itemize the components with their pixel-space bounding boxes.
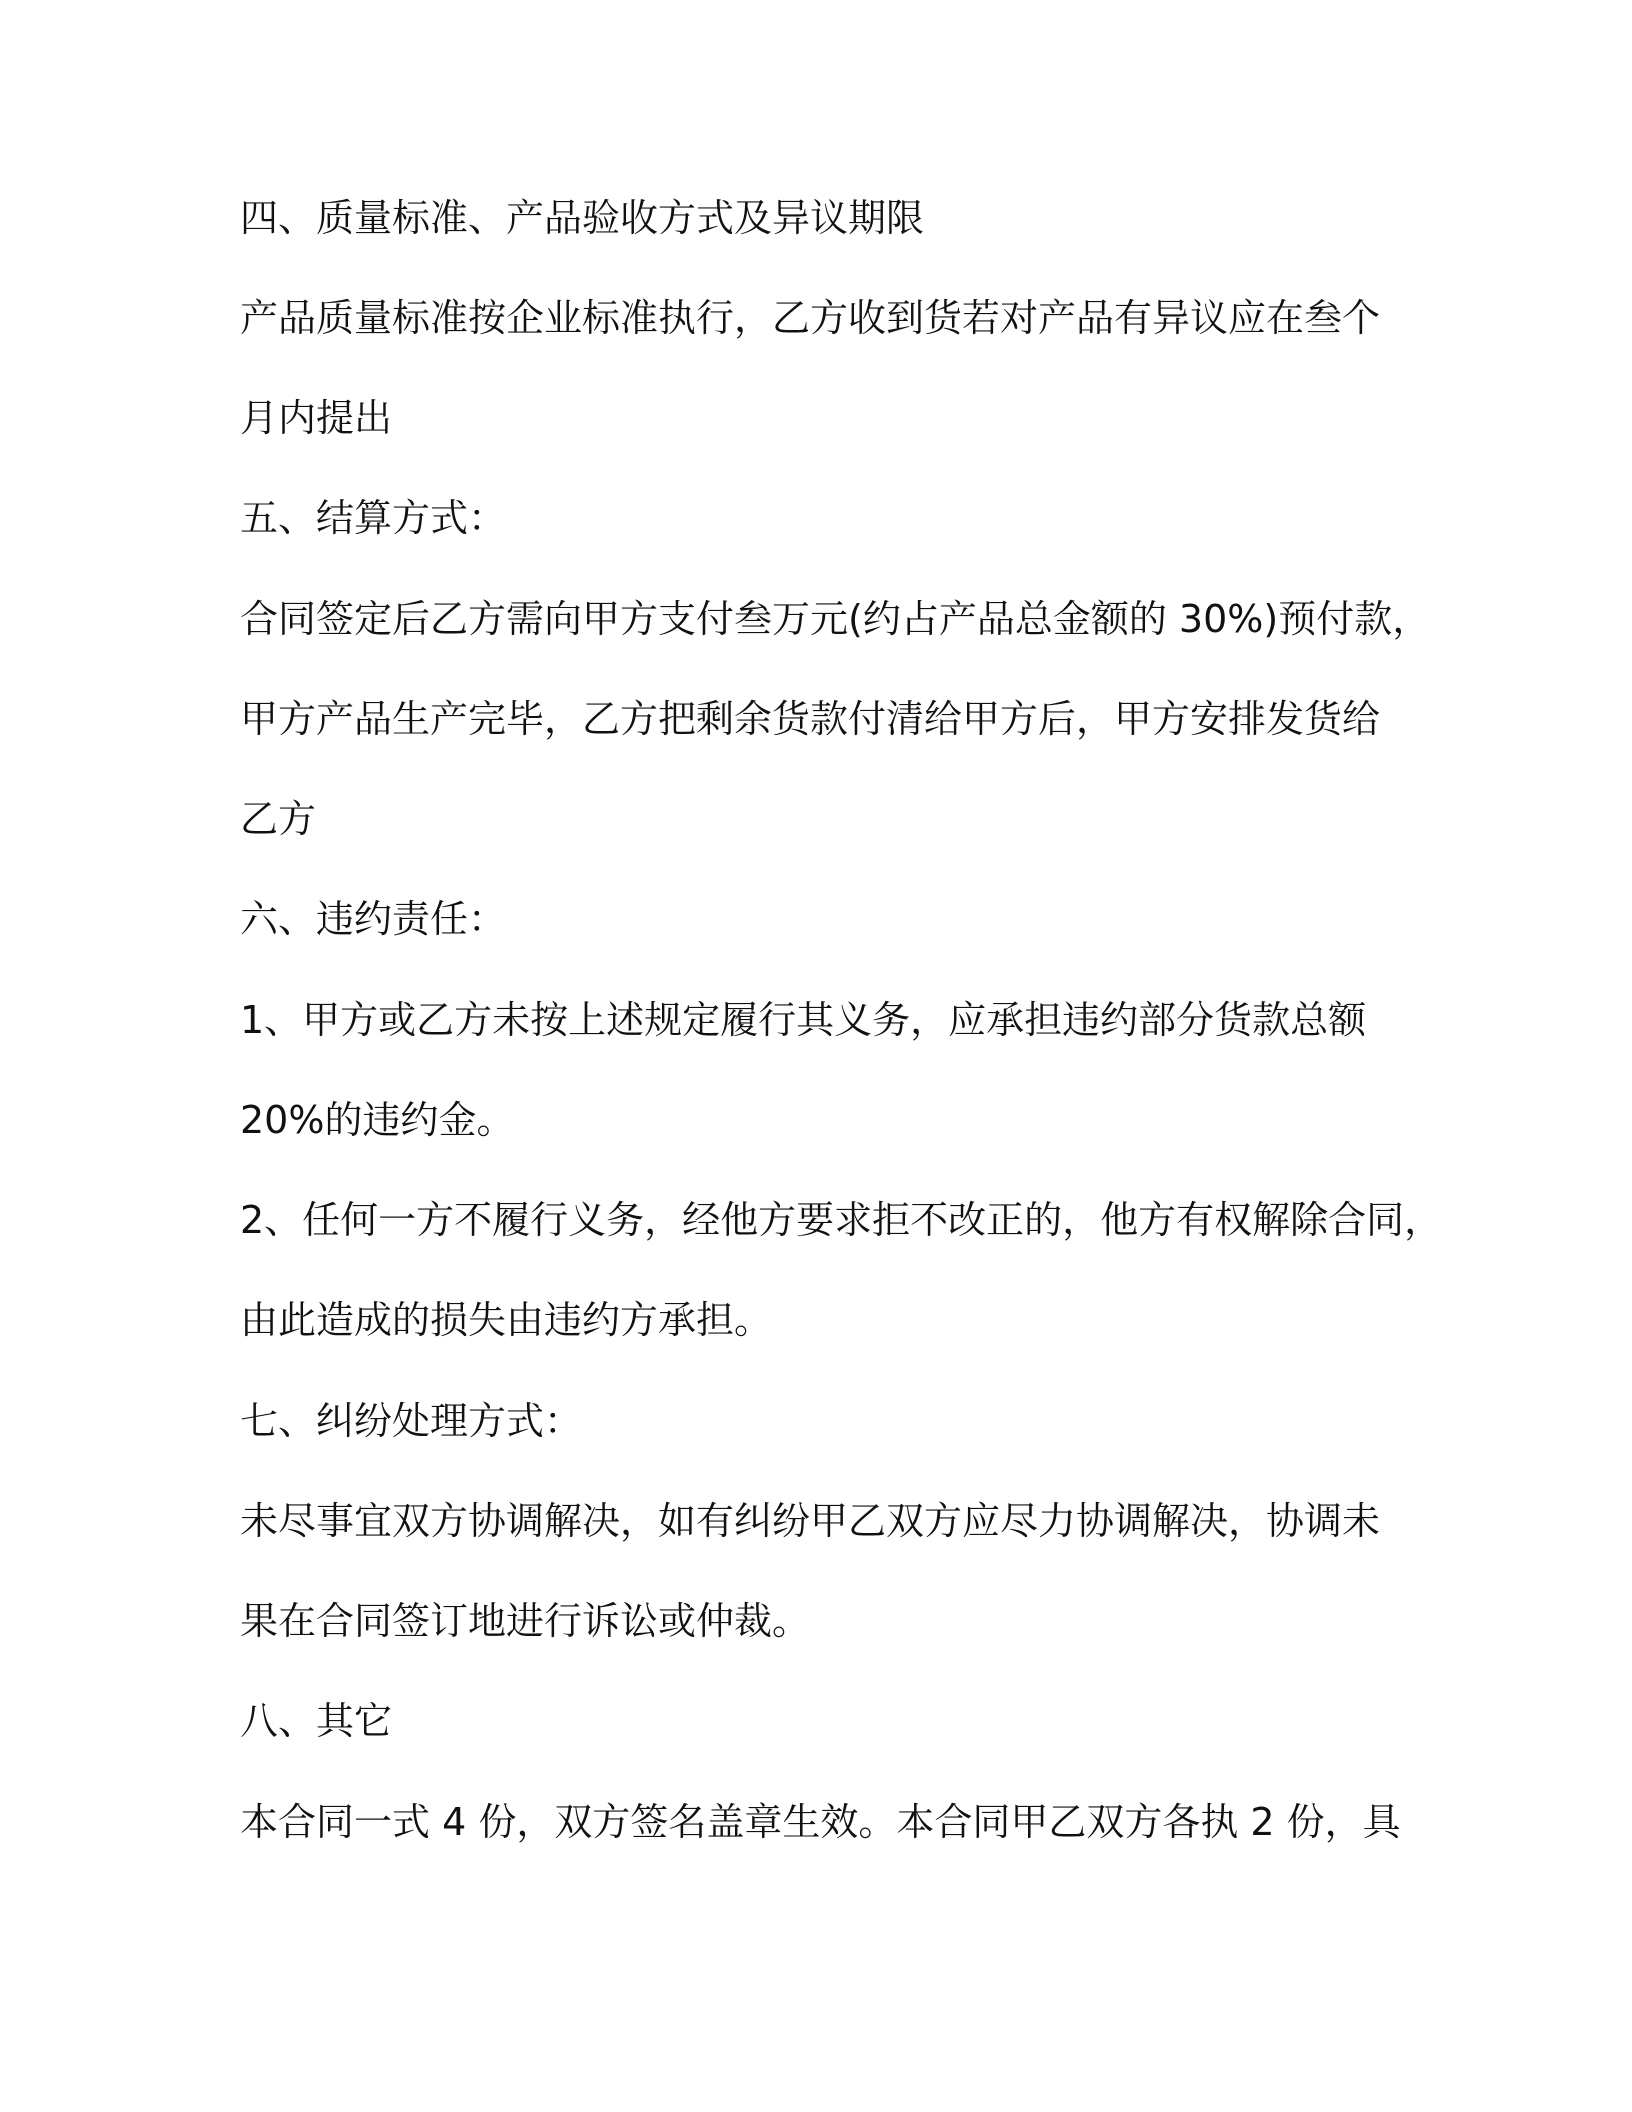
section-4-text-line-1: 产品质量标准按企业标准执行，乙方收到货若对产品有异议应在叁个: [240, 296, 1381, 340]
section-6-item-1-line-1: 1、甲方或乙方未按上述规定履行其义务，应承担违约部分货款总额: [240, 998, 1367, 1042]
section-6-item-2-line-2: 由此造成的损失由违约方承担。: [240, 1298, 773, 1342]
section-4-heading: 四、质量标准、产品验收方式及异议期限: [240, 196, 925, 240]
section-8-heading: 八、其它: [240, 1699, 393, 1743]
section-5-heading: 五、结算方式：: [240, 496, 507, 540]
section-5-text-line-1: 合同签定后乙方需向甲方支付叁万元(约占产品总金额的 30%)预付款，: [240, 597, 1431, 641]
section-4-text-line-2: 月内提出: [240, 396, 393, 440]
section-7-text-line-1: 未尽事宜双方协调解决，如有纠纷甲乙双方应尽力协调解决，协调未: [240, 1499, 1381, 1543]
section-5-text-line-2: 甲方产品生产完毕，乙方把剩余货款付清给甲方后，甲方安排发货给: [240, 697, 1381, 741]
section-5-text-line-3: 乙方: [240, 797, 317, 841]
section-8-text-line-1: 本合同一式 4 份，双方签名盖章生效。本合同甲乙双方各执 2 份，具: [240, 1800, 1401, 1844]
section-7-text-line-2: 果在合同签订地进行诉讼或仲裁。: [240, 1599, 811, 1643]
section-6-item-1-line-2: 20%的违约金。: [240, 1098, 515, 1142]
section-6-item-2-line-1: 2、任何一方不履行义务，经他方要求拒不改正的，他方有权解除合同，: [240, 1198, 1443, 1242]
section-6-heading: 六、违约责任：: [240, 897, 507, 941]
section-7-heading: 七、纠纷处理方式：: [240, 1399, 583, 1443]
